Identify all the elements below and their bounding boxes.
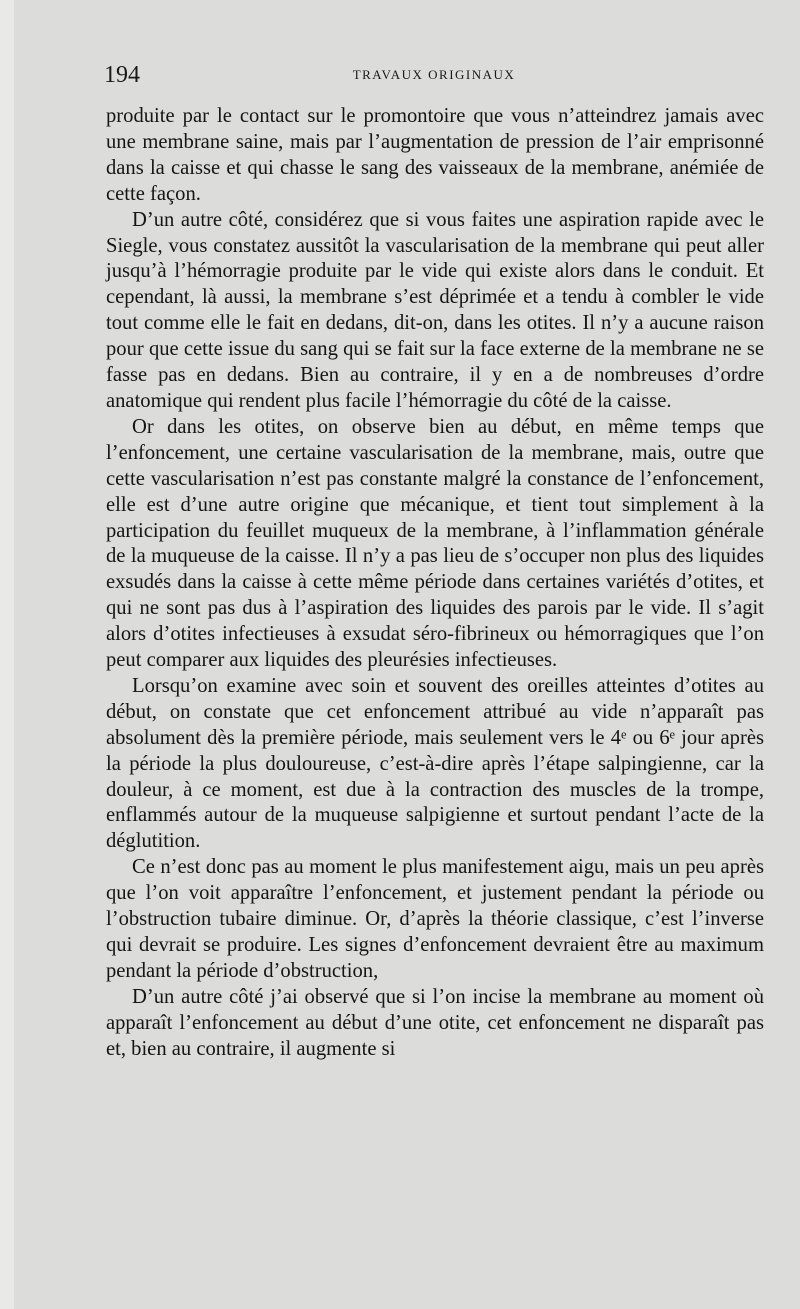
paragraph-4: Lorsqu’on examine avec soin et souvent des oreilles atteintes d’otites au début, on constate que cet enfoncement attribué au vide n’apparaît pas absolument dès la première période, mais seulement vers le 4ᵉ ou 6ᵉ jour après la période la plus douloureuse, c’est-à-dire après l’étape salpingienne, car la douleur, à ce moment, est due à la contraction des muscles de la trompe, enflammés autour de la muqueuse salpigienne et surtout pendant l’acte de la déglutition. <box>106 674 764 853</box>
page-edge <box>0 0 14 1309</box>
page-header <box>104 62 764 92</box>
page-number: 194 <box>104 62 140 88</box>
paragraph-2: D’un autre côté, considérez que si vous faites une aspiration rapide avec le Siegle, vous constatez aussitôt la vascularisation de la membrane qui peut aller jusqu’à l’hémorragie produite par le vide qui existe alors dans le conduit. Et cependant, là aussi, la membrane s’est déprimée et a tendu à combler le vide tout comme elle le fait en dedans, dit-on, dans les otites. Il n’y a aucune raison pour que cette issue du sang qui se fait sur la face externe de la membrane ne se fasse pas en dedans. Bien au contraire, il y en a de nombreuses d’ordre anatomique qui rendent plus facile l’hémorragie du côté de la caisse. <box>106 208 764 412</box>
paragraph-5: Ce n’est donc pas au moment le plus manifestement aigu, mais un peu après que l’on voit apparaître l’enfoncement, et justement pendant la période ou l’obstruction tubaire diminue. Or, d’après la théorie classique, c’est l’inverse qui devrait se produire. Les signes d’enfoncement devraient être au maximum pendant la période d’obstruction, <box>106 856 764 982</box>
paragraph-3: Or dans les otites, on observe bien au début, en même temps que l’enfoncement, une certaine vascularisation de la membrane, mais, outre que cette vascularisation n’est pas constante malgré la constance de l’enfoncement, elle est d’une autre origine que mécanique, et tient tout simplement à la participation du feuillet muqueux de la membrane, à l’inflammation générale de la muqueuse de la caisse. Il n’y a pas lieu de s’occuper non plus des liquides exsudés dans la caisse à cette même période dans certaines variétés d’otites, et qui ne sont pas dus à l’aspiration des liquides des parois par le vide. Il s’agit alors d’otites infectieuses à exsudat séro-fibrineux ou hémorragiques que l’on peut comparer aux liquides des pleurésies infectieuses. <box>106 415 764 672</box>
paragraph-1: produite par le contact sur le promontoire que vous n’atteindrez jamais avec une membrane saine, mais par l’augmentation de pression de l’air emprisonné dans la caisse et qui chasse le sang des vaisseaux de la membrane, anémiée de cette façon. <box>106 105 764 205</box>
running-head: TRAVAUX ORIGINAUX <box>352 67 516 82</box>
body-text <box>106 104 764 1063</box>
paragraph-6: D’un autre côté j’ai observé que si l’on incise la membrane au moment où apparaît l’enfoncement au début d’une otite, cet enfoncement ne disparaît pas et, bien au contraire, il augmente si <box>106 985 764 1060</box>
